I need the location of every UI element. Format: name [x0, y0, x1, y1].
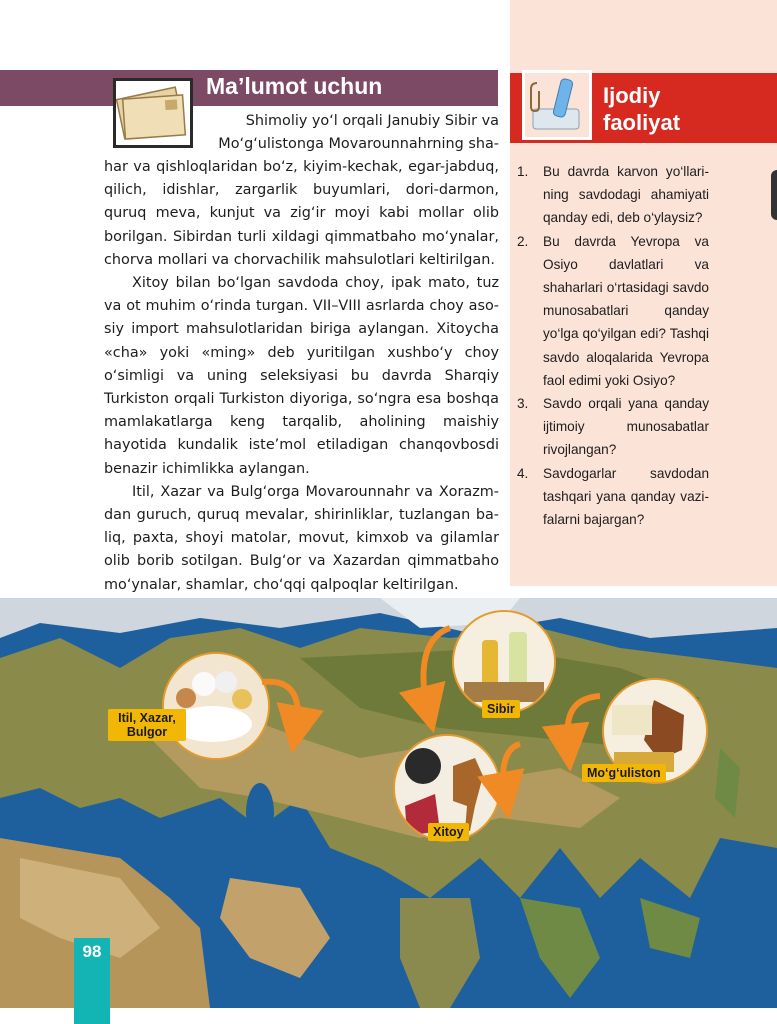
- question-list: [517, 160, 709, 531]
- info-paragraph-1: har va qishloqlaridan bo‘z, kiyim-kechak, egar-jabduq, qilich, idishlar, zargarlik buyumlari, dori-darmon, quruq meva, kunjut va zig‘ir moyi kabi mollar olib borilgan. Sibirdan turli xildagi qimmatbaho mo‘ynalar, chorva mollari va chorvachilik mahsulotlari keltirilgan.: [104, 159, 499, 268]
- map-label-xitoy: Xitoy: [428, 823, 469, 841]
- stationery-icon: [522, 70, 592, 140]
- trade-routes-map: [0, 598, 777, 1008]
- creative-title-line-2: faoliyat: [603, 110, 681, 135]
- question-number: 3.: [517, 396, 529, 412]
- question-text: Bu davrda karvon yo‘llarining savdodagi ahamiyati qanday edi, deb o‘ylaysiz?: [543, 164, 709, 226]
- info-line-2: Mo‘g‘ulistonga Movarounnahrning sha-: [218, 136, 499, 153]
- info-line-1: Shimoliy yo‘l orqali Janubiy Sibir va: [245, 113, 499, 129]
- question-item: [517, 392, 709, 462]
- question-number: 4.: [517, 465, 529, 481]
- question-number: 1.: [517, 164, 529, 179]
- question-number: 2.: [517, 233, 529, 249]
- map-label-moguliston: Mo‘g‘uliston: [582, 764, 666, 782]
- page-edge-marker: [771, 170, 777, 220]
- question-item: [517, 230, 709, 392]
- question-item: [517, 462, 709, 532]
- info-paragraph-2: Xitoy bilan bo‘lgan savdoda choy, ipak mato, tuz va ot muhim o‘rinda turgan. VII–VIII asrlarda choy asosiy import mahsulotlaridan biriga aylangan. Xitoycha «cha» yoki «ming» deb yuritilgan xushbo‘y choy o‘simligi va uning seleksiyasi bu davrda Sharqiy Turkiston orqali Turkiston diyoriga, so‘ngra esa boshqa mamlakatlarga keng tarqalib, aholining maishiy hayotida kundalik iste’mol etiladigan chanqovbosdi benazir ichimlikka aylangan.: [104, 275, 499, 477]
- info-first-lines: [200, 110, 499, 156]
- goods-illustration-itil: [162, 652, 270, 760]
- question-text: Savdogarlar savdodan tashqari yana qanday vazifalarni bajargan?: [543, 465, 709, 528]
- creative-title-line-1: Ijodiy: [603, 83, 661, 108]
- question-item: [517, 160, 709, 230]
- info-paragraph-3: Itil, Xazar va Bulg‘orga Movarounnahr va Xorazmdan guruch, quruq mevalar, shirinliklar, tuzlangan baliq, paxta, shoyi matolar, movut, kimxob va gilamlar olib borib sotilgan. Bulg‘or va Xazardan qimmatbaho mo‘ynalar, shamlar, cho‘qqi qalpoqlar keltirilgan.: [104, 483, 499, 593]
- question-text: Bu davrda Yevropa va Osiyo davlatlari va shaharlari o‘rtasidagi savdo munosabatlari qanday yo‘lga qo‘yilgan edi? Tashqi savdo aloqalarida Yevropa faol edimi yoki Osiyo?: [543, 233, 709, 388]
- info-section-title: Ma’lumot uchun: [206, 73, 383, 99]
- info-body: [104, 156, 499, 597]
- satellite-map-image: [0, 598, 777, 1008]
- creative-section-title: [603, 82, 723, 136]
- map-label-sibir: Sibir: [482, 700, 520, 718]
- page-number: 98: [82, 942, 102, 961]
- goods-illustration-sibir: [452, 610, 556, 714]
- question-text: Savdo orqali yana qanday ijtimoiy munosabatlar rivojlangan?: [543, 396, 709, 458]
- info-section-header: [0, 70, 498, 106]
- envelope-icon: [113, 78, 193, 148]
- map-label-itil: Itil, Xazar, Bulgor: [108, 709, 186, 741]
